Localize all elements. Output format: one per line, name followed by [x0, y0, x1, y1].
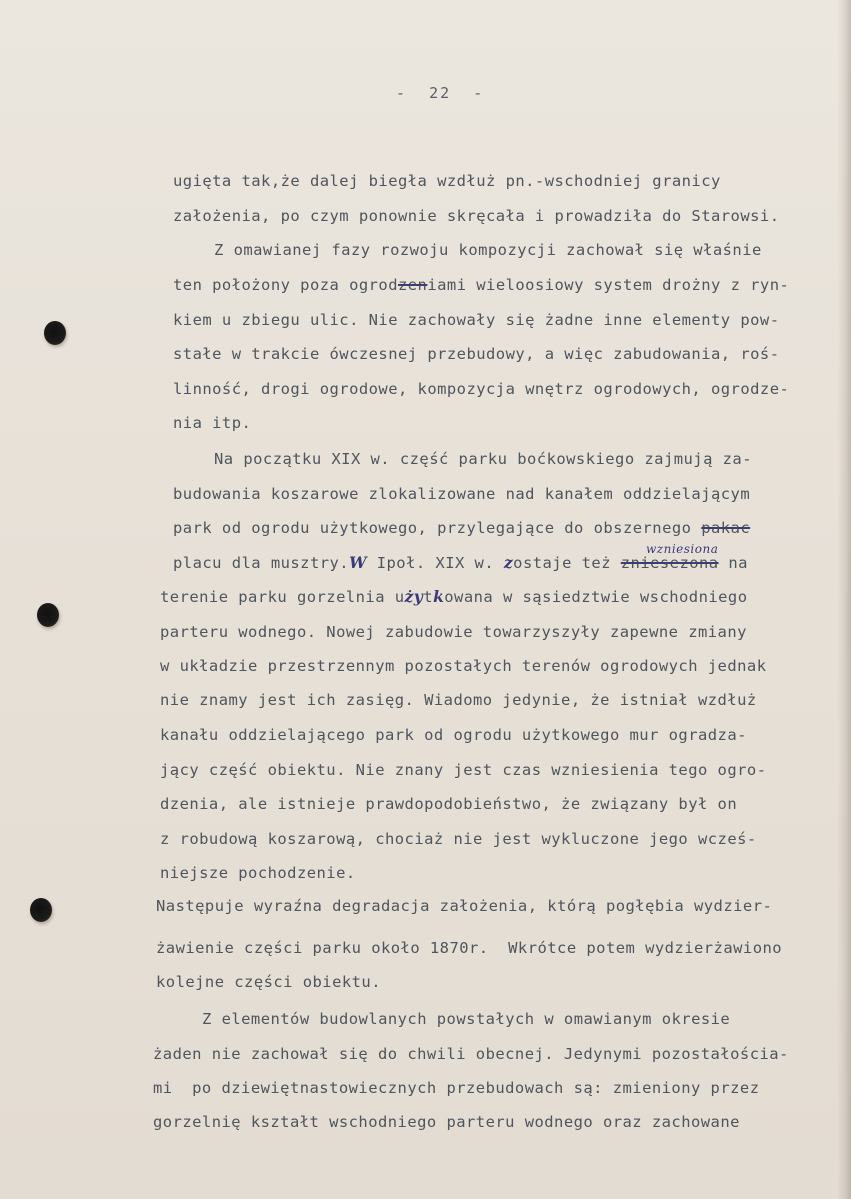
text-line-8: nia itp. — [173, 414, 252, 432]
text-line-9: Na początku XIX w. część parku boćkowskiego zajmują za- — [214, 450, 752, 468]
text-line-20: z robudową koszarową, chociaż nie jest wykluczone jego wcześ- — [160, 830, 757, 848]
punch-hole-bottom — [30, 898, 52, 922]
handwritten-strikeout: pakac — [701, 519, 751, 537]
text-line-4 — [173, 275, 789, 295]
text-line-1: ugięta tak,że dalej biegła wzdłuż pn.-wschodniej granicy — [173, 172, 721, 190]
text-line-28: gorzelnię kształt wschodniego parteru wodnego oraz zachowane — [153, 1113, 740, 1131]
text-line-12 — [173, 553, 748, 573]
text-line-12-end: na — [718, 554, 748, 572]
page-edge-shadow — [837, 0, 851, 1199]
text-line-12-mid: Ipoł. XIX w. — [366, 554, 504, 572]
text-line-19: dzenia, ale istnieje prawdopodobieństwo, że związany był on — [160, 795, 738, 813]
text-line-12-start: placu dla musztry. — [173, 554, 350, 572]
text-line-15: w układzie przestrzennym pozostałych terenów ogrodowych jednak — [160, 657, 767, 675]
text-line-2: założenia, po czym ponownie skręcała i prowadziła do Starowsi. — [173, 207, 780, 225]
punch-hole-top — [44, 321, 66, 345]
handwritten-correction: wzniesiona — [646, 542, 719, 556]
text-line-16: nie znamy jest ich zasięg. Wiadomo jedynie, że istniał wzdłuż — [160, 691, 757, 709]
text-line-12-mid2: ostaje też — [513, 554, 621, 572]
handwritten-insertion: k — [433, 587, 445, 606]
text-line-17: kanału oddzielającego park od ogrodu użytkowego mur ogradza- — [160, 726, 747, 744]
text-line-25: Z elementów budowlanych powstałych w omawianym okresie — [202, 1010, 731, 1028]
text-line-14: parteru wodnego. Nowej zabudowie towarzyszyły zapewne zmiany — [160, 623, 747, 641]
text-line-10: budowania koszarowe zlokalizowane nad kanałem oddzielającym — [173, 485, 751, 503]
punch-hole-middle — [37, 603, 59, 627]
text-line-3: Z omawianej fazy rozwoju kompozycji zachował się właśnie — [214, 241, 762, 259]
text-line-13-start: terenie parku gorzelnia u — [160, 588, 405, 606]
page-number: - 22 - — [396, 84, 485, 102]
text-line-23: żawienie części parku około 1870r. Wkrótce potem wydzierżawiono — [156, 939, 783, 957]
handwritten-insertion: W — [349, 553, 367, 572]
text-line-6: stałe w trakcie ówczesnej przebudowy, a więc zabudowania, roś- — [173, 345, 780, 363]
text-line-18: jący część obiektu. Nie znany jest czas wzniesienia tego ogro- — [160, 761, 767, 779]
handwritten-strikeout: zniesezona — [620, 554, 719, 572]
text-line-21: niejsze pochodzenie. — [160, 864, 356, 882]
handwritten-insertion: ży — [404, 587, 424, 606]
text-line-13 — [160, 587, 748, 607]
text-line-5: kiem u zbiegu ulic. Nie zachowały się żadne inne elementy pow- — [173, 311, 780, 329]
text-line-11 — [173, 518, 750, 538]
text-line-13-end: owana w sąsiedztwie wschodniego — [444, 588, 748, 606]
handwritten-strikeout: zen — [397, 276, 428, 294]
text-line-13-mid: t — [423, 588, 434, 606]
text-line-4-start: ten położony poza ogrod — [173, 276, 398, 294]
text-line-4-end: iami wieloosiowy system drożny z ryn- — [427, 276, 790, 294]
handwritten-insertion: z — [503, 553, 514, 572]
text-line-7: linność, drogi ogrodowe, kompozycja wnętrz ogrodowych, ogrodze- — [173, 380, 790, 398]
text-line-27: mi po dziewiętnastowiecznych przebudowach są: zmieniony przez — [153, 1079, 760, 1097]
text-line-24: kolejne części obiektu. — [156, 973, 381, 991]
text-line-26: żaden nie zachował się do chwili obecnej. Jedynymi pozostałościa- — [153, 1045, 789, 1063]
text-line-11-start: park od ogrodu użytkowego, przylegające do obszernego — [173, 519, 702, 537]
text-line-22: Następuje wyraźna degradacja założenia, którą pogłębia wydzier- — [156, 897, 773, 915]
